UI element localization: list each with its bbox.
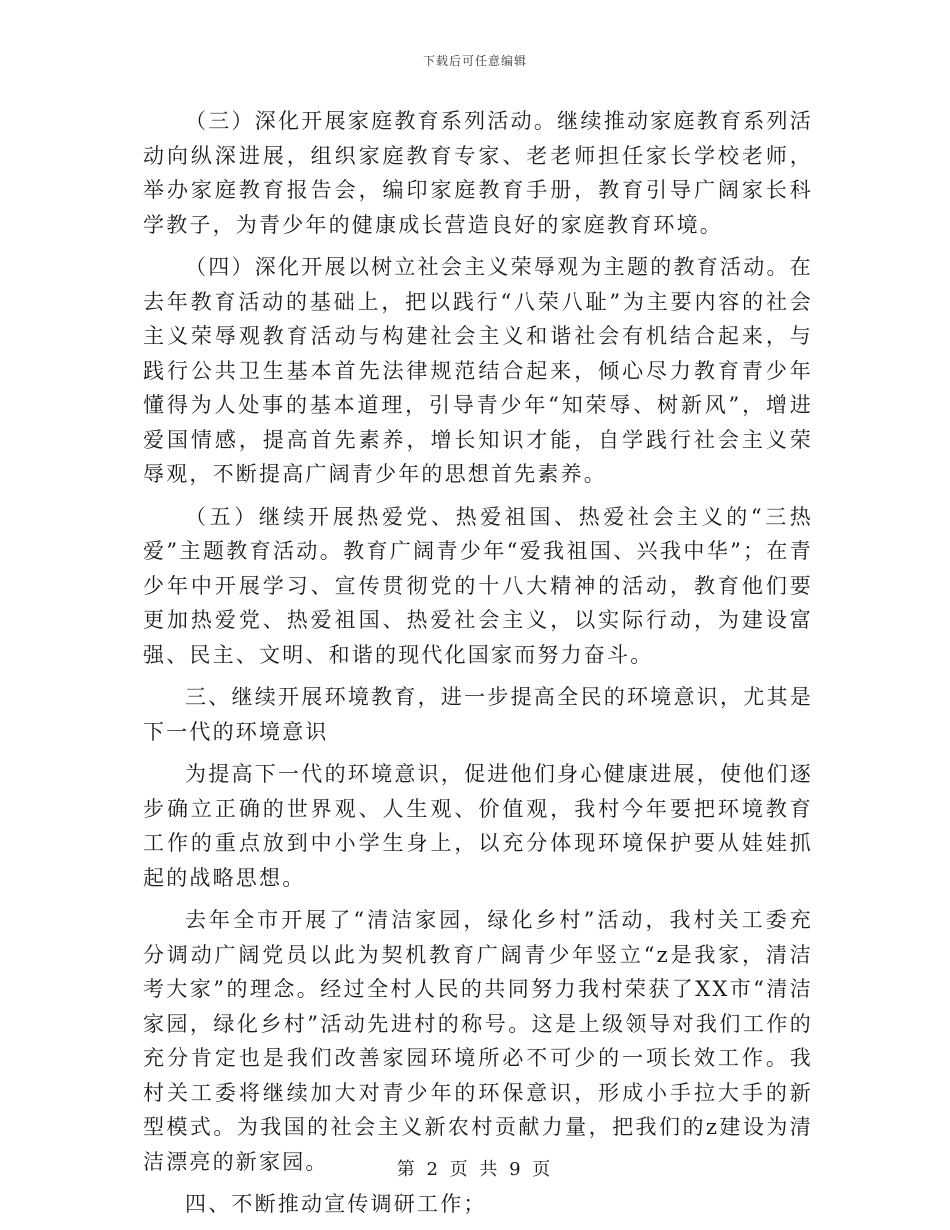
- paragraph: 去年全市开展了“清洁家园，绿化乡村”活动，我村关工委充分调动广阔党员以此为契机教育广阔青少年竖立“z是我家，清洁考大家”的理念。经过全村人民的共同努力我村荣获了XX市“清洁家园，绿化乡村”活动先进村的称号。这是上级领导对我们工作的充分肯定也是我们改善家园环境所必不可少的一项长效工作。我村关工委将继续加大对青少年的环保意识，形成小手拉大手的新型模式。为我国的社会主义新农村贡献力量，把我们的z建设为清洁漂亮的新家园。: [143, 908, 813, 1174]
- page-header: 下载后可任意编辑: [422, 54, 527, 68]
- section-heading: 三、继续开展环境教育，进一步提高全民的环境意识，尤其是下一代的环境意识: [143, 685, 813, 744]
- page-number-footer: 第 2 页 共 9 页: [396, 1159, 554, 1180]
- paragraph: （三）深化开展家庭教育系列活动。继续推动家庭教育系列活动向纵深进展，组织家庭教育专家、老老师担任家长学校老师，举办家庭教育报告会，编印家庭教育手册，教育引导广阔家长科学教子，为青少年的健康成长营造良好的家庭教育环境。: [143, 109, 813, 237]
- paragraph: （五）继续开展热爱党、热爱祖国、热爱社会主义的“三热爱”主题教育活动。教育广阔青少年“爱我祖国、兴我中华”；在青少年中开展学习、宣传贯彻党的十八大精神的活动，教育他们要更加热爱党、热爱祖国、热爱社会主义，以实际行动，为建设富强、民主、文明、和谐的现代化国家而努力奋斗。: [143, 504, 813, 667]
- section-heading: 四、不断推动宣传调研工作；: [185, 1192, 487, 1216]
- document-body: [143, 104, 813, 1230]
- paragraph: 为提高下一代的环境意识，促进他们身心健康进展，使他们逐步确立正确的世界观、人生观、价值观，我村今年要把环境教育工作的重点放到中小学生身上，以充分体现环境保护要从娃娃抓起的战略思想。: [143, 762, 813, 890]
- paragraph: （四）深化开展以树立社会主义荣辱观为主题的教育活动。在去年教育活动的基础上，把以践行“八荣八耻”为主要内容的社会主义荣辱观教育活动与构建社会主义和谐社会有机结合起来，与践行公共卫生基本首先法律规范结合起来，倾心尽力教育青少年懂得为人处事的基本道理，引导青少年“知荣辱、树新风”，增进爱国情感，提高首先素养，增长知识才能，自学践行社会主义荣辱观，不断提高广阔青少年的思想首先素养。: [143, 255, 813, 486]
